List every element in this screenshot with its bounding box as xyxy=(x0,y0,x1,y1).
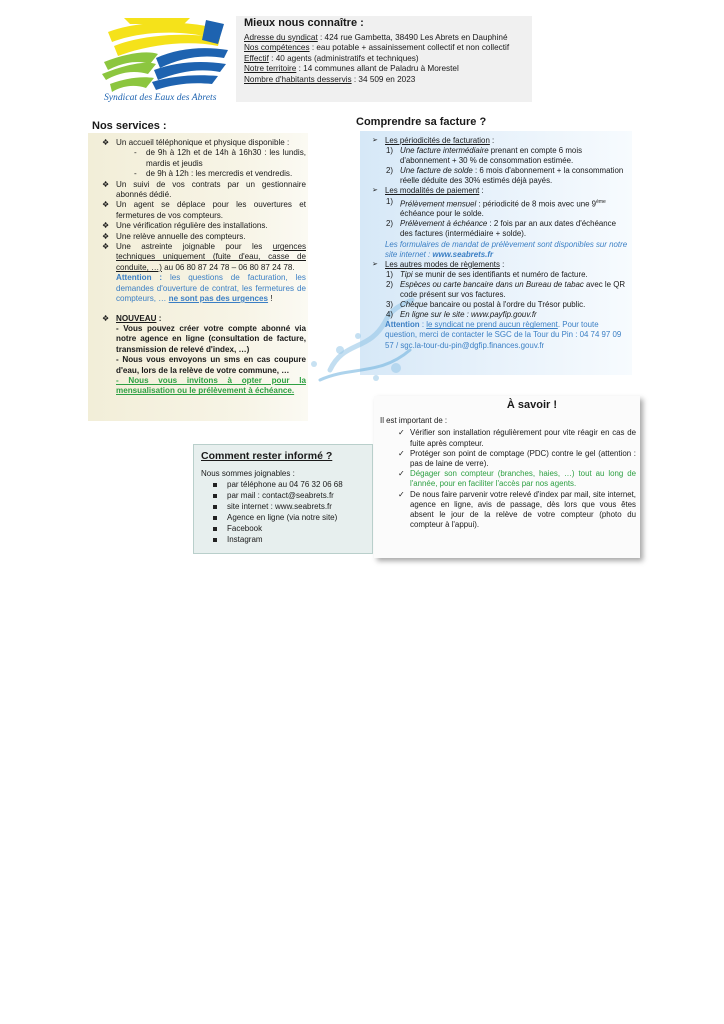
facture-item: 4) En ligne sur le site : www.payfip.gouv.fr xyxy=(386,310,537,320)
about-territory: Notre territoire : 14 communes allant de Paladru à Morestel xyxy=(244,64,459,74)
facture-warning: Attention : le syndicat ne prend aucun règlement. Pour toute question, merci de contacter le SGC de la Tour du Pin : 04 74 97 09 57 / sgc.la-tour-du-pin@dgfip.finances.gouv.fr xyxy=(385,320,622,350)
facture-item: 2) Prélèvement à échéance : 2 fois par an aux dates d'échéance des factures (intermédiaire + solde). xyxy=(386,219,617,239)
a-savoir-item: ✓ De nous faire parvenir votre relevé d'index par mail, site internet, agence en ligne, avis de passage, dès lors que vous êtes absent le jour de la relève de votre compteur (photo du compteur à l'appui). xyxy=(398,489,636,530)
square-bullet-icon xyxy=(213,538,217,542)
facture-item: 2) Une facture de solde : 6 mois d'abonnement + la consommation réelle déduite des 30% estimés déjà payés. xyxy=(386,166,624,186)
square-bullet-icon xyxy=(213,494,217,498)
diamond-bullet-icon: ❖ xyxy=(102,242,110,252)
service-item: ❖ Une relève annuelle des compteurs. xyxy=(102,231,246,241)
services-attention: Attention : les questions de facturation, les demandes d'ouverture de contrat, les fermetures de compteurs, … ne sont pas des urgences ! xyxy=(116,273,306,304)
about-inhabitants: Nombre d'habitants desservis : 34 509 en 2023 xyxy=(244,74,416,84)
contact-item: Instagram xyxy=(213,534,366,545)
facture-item: 3) Chèque bancaire ou postal à l'ordre du Trésor public. xyxy=(386,300,586,310)
facture-item: 2) Espèces ou carte bancaire dans un Bureau de tabac avec le QR code présent sur vos factures. xyxy=(386,279,626,300)
a-savoir-intro: Il est important de : xyxy=(380,416,448,426)
service-item: ❖ Un agent se déplace pour les ouvertures et fermetures de vos compteurs. xyxy=(102,200,306,220)
a-savoir-title: À savoir ! xyxy=(506,399,558,411)
autres-section: ➢ Les autres modes de règlements : xyxy=(372,259,505,269)
square-bullet-icon xyxy=(213,483,217,487)
diamond-bullet-icon: ❖ xyxy=(102,221,110,231)
service-item: ❖ Une vérification régulière des installations. xyxy=(102,221,268,231)
about-skills: Nos compétences : eau potable + assainissement collectif et non collectif xyxy=(244,43,510,53)
a-savoir-box xyxy=(374,396,640,558)
service-item: ❖ Un suivi de vos contrats par un gestionnaire abonnés dédié. xyxy=(102,179,306,200)
service-subitem: - de 9h à 12h : les mercredis et vendredis. xyxy=(134,169,293,179)
service-item: ❖ Un accueil téléphonique et physique disponible : - de 9h à 12h et de 14h à 16h30 : les lundis, mardis et jeudis - de 9h à 12h : les mercredis et vendredis. xyxy=(102,138,306,179)
facture-item: 1) Une facture intermédiaire prenant en compte 6 mois d'abonnement + 30 % de consommation estimée. xyxy=(386,146,583,166)
new-item: - Nous vous invitons à opter pour la mensualisation ou le prélèvement à échéance. xyxy=(116,375,306,396)
about-address: Adresse du syndicat : 424 rue Gambetta, 38490 Les Abrets en Dauphiné xyxy=(244,32,508,42)
periodicites-section: ➢ Les périodicités de facturation : xyxy=(372,136,495,145)
diamond-bullet-icon: ❖ xyxy=(102,138,110,147)
about-box xyxy=(236,16,532,102)
facture-title: Comprendre sa facture ? xyxy=(356,116,487,128)
contact-item: par téléphone au 04 76 32 06 68 xyxy=(213,479,366,490)
facture-item: 1) Tipi se munir de ses identifiants et numéro de facture. xyxy=(386,269,588,279)
inform-box xyxy=(193,444,373,554)
square-bullet-icon xyxy=(213,516,217,520)
new-item: - Vous pouvez créer votre compte abonné via notre agence en ligne (consultation de facture, transmission de relevé d'index, …) xyxy=(116,323,306,354)
syndicat-logo xyxy=(94,14,234,106)
arrow-bullet-icon: ➢ xyxy=(372,260,378,268)
checkmark-icon: ✓ xyxy=(398,428,405,438)
inform-title: Comment rester informé ? xyxy=(201,450,333,462)
service-item: ❖ Une astreinte joignable pour les urgences techniques uniquement (fuite d'eau, casse de conduite, …) au 06 80 87 24 78 – 06 80 87 24 78. Attention : les questions de facturation, les demandes d'ouverture de contrat, les fermetures de compteurs, … ne sont pas des urgences ! xyxy=(102,242,306,304)
square-bullet-icon xyxy=(213,527,217,531)
checkmark-icon: ✓ xyxy=(398,469,405,479)
forms-note: Les formulaires de mandat de prélèvement sont disponibles sur notre site internet : www.seabrets.fr xyxy=(385,239,628,259)
contact-item: Facebook xyxy=(213,523,366,534)
diamond-bullet-icon: ❖ xyxy=(102,231,110,241)
services-title: Nos services : xyxy=(92,120,167,132)
diamond-bullet-icon: ❖ xyxy=(102,200,110,210)
a-savoir-item: ✓ Dégager son compteur (branches, haies, …) tout au long de l'année, pour en faciliter l'accès par nos agents. xyxy=(398,469,636,489)
contact-item: Agence en ligne (via notre site) xyxy=(213,512,366,523)
about-title: Mieux nous connaître : xyxy=(244,17,364,29)
paiement-section: ➢ Les modalités de paiement : xyxy=(372,186,484,196)
service-subitem: - de 9h à 12h et de 14h à 16h30 : les lundis, mardis et jeudis xyxy=(134,148,306,168)
about-staff: Effectif : 40 agents (administratifs et techniques) xyxy=(244,53,419,63)
arrow-bullet-icon: ➢ xyxy=(372,137,378,144)
a-savoir-item: ✓ Vérifier son installation régulièrement pour vite réagir en cas de fuite après compteur. xyxy=(398,428,636,448)
logo-caption: Syndicat des Eaux des Abrets xyxy=(104,92,217,103)
diamond-bullet-icon: ❖ xyxy=(102,313,110,323)
services-list xyxy=(100,138,306,397)
checkmark-icon: ✓ xyxy=(398,448,405,458)
contact-item: par mail : contact@seabrets.fr xyxy=(213,490,366,501)
arrow-bullet-icon: ➢ xyxy=(372,187,378,195)
a-savoir-item: ✓ Protéger son point de comptage (PDC) contre le gel (attention : pas de laine de verre). xyxy=(398,448,636,469)
new-item: - Nous vous envoyons un sms en cas coupure d'eau, lors de la relève de votre commune, … xyxy=(116,355,306,375)
service-new: ❖ NOUVEAU : - Vous pouvez créer votre compte abonné via notre agence en ligne (consultation de facture, transmission de relevé d'index, …) - Nous vous envoyons un sms en cas coupure d'eau, lors de la relève de votre commune, … - Nous vous invitons à opter pour la mensualisation ou le prélèvement à échéance. xyxy=(102,313,306,396)
inform-intro: Nous sommes joignables : xyxy=(201,469,295,478)
square-bullet-icon xyxy=(213,505,217,509)
checkmark-icon: ✓ xyxy=(398,489,405,499)
facture-item: 1) Prélèvement mensuel : périodicité de 8 mois avec une 9ème échéance pour le solde. xyxy=(386,196,606,219)
facture-content xyxy=(372,136,630,351)
diamond-bullet-icon: ❖ xyxy=(102,179,110,189)
contact-item: site internet : www.seabrets.fr xyxy=(213,501,366,512)
